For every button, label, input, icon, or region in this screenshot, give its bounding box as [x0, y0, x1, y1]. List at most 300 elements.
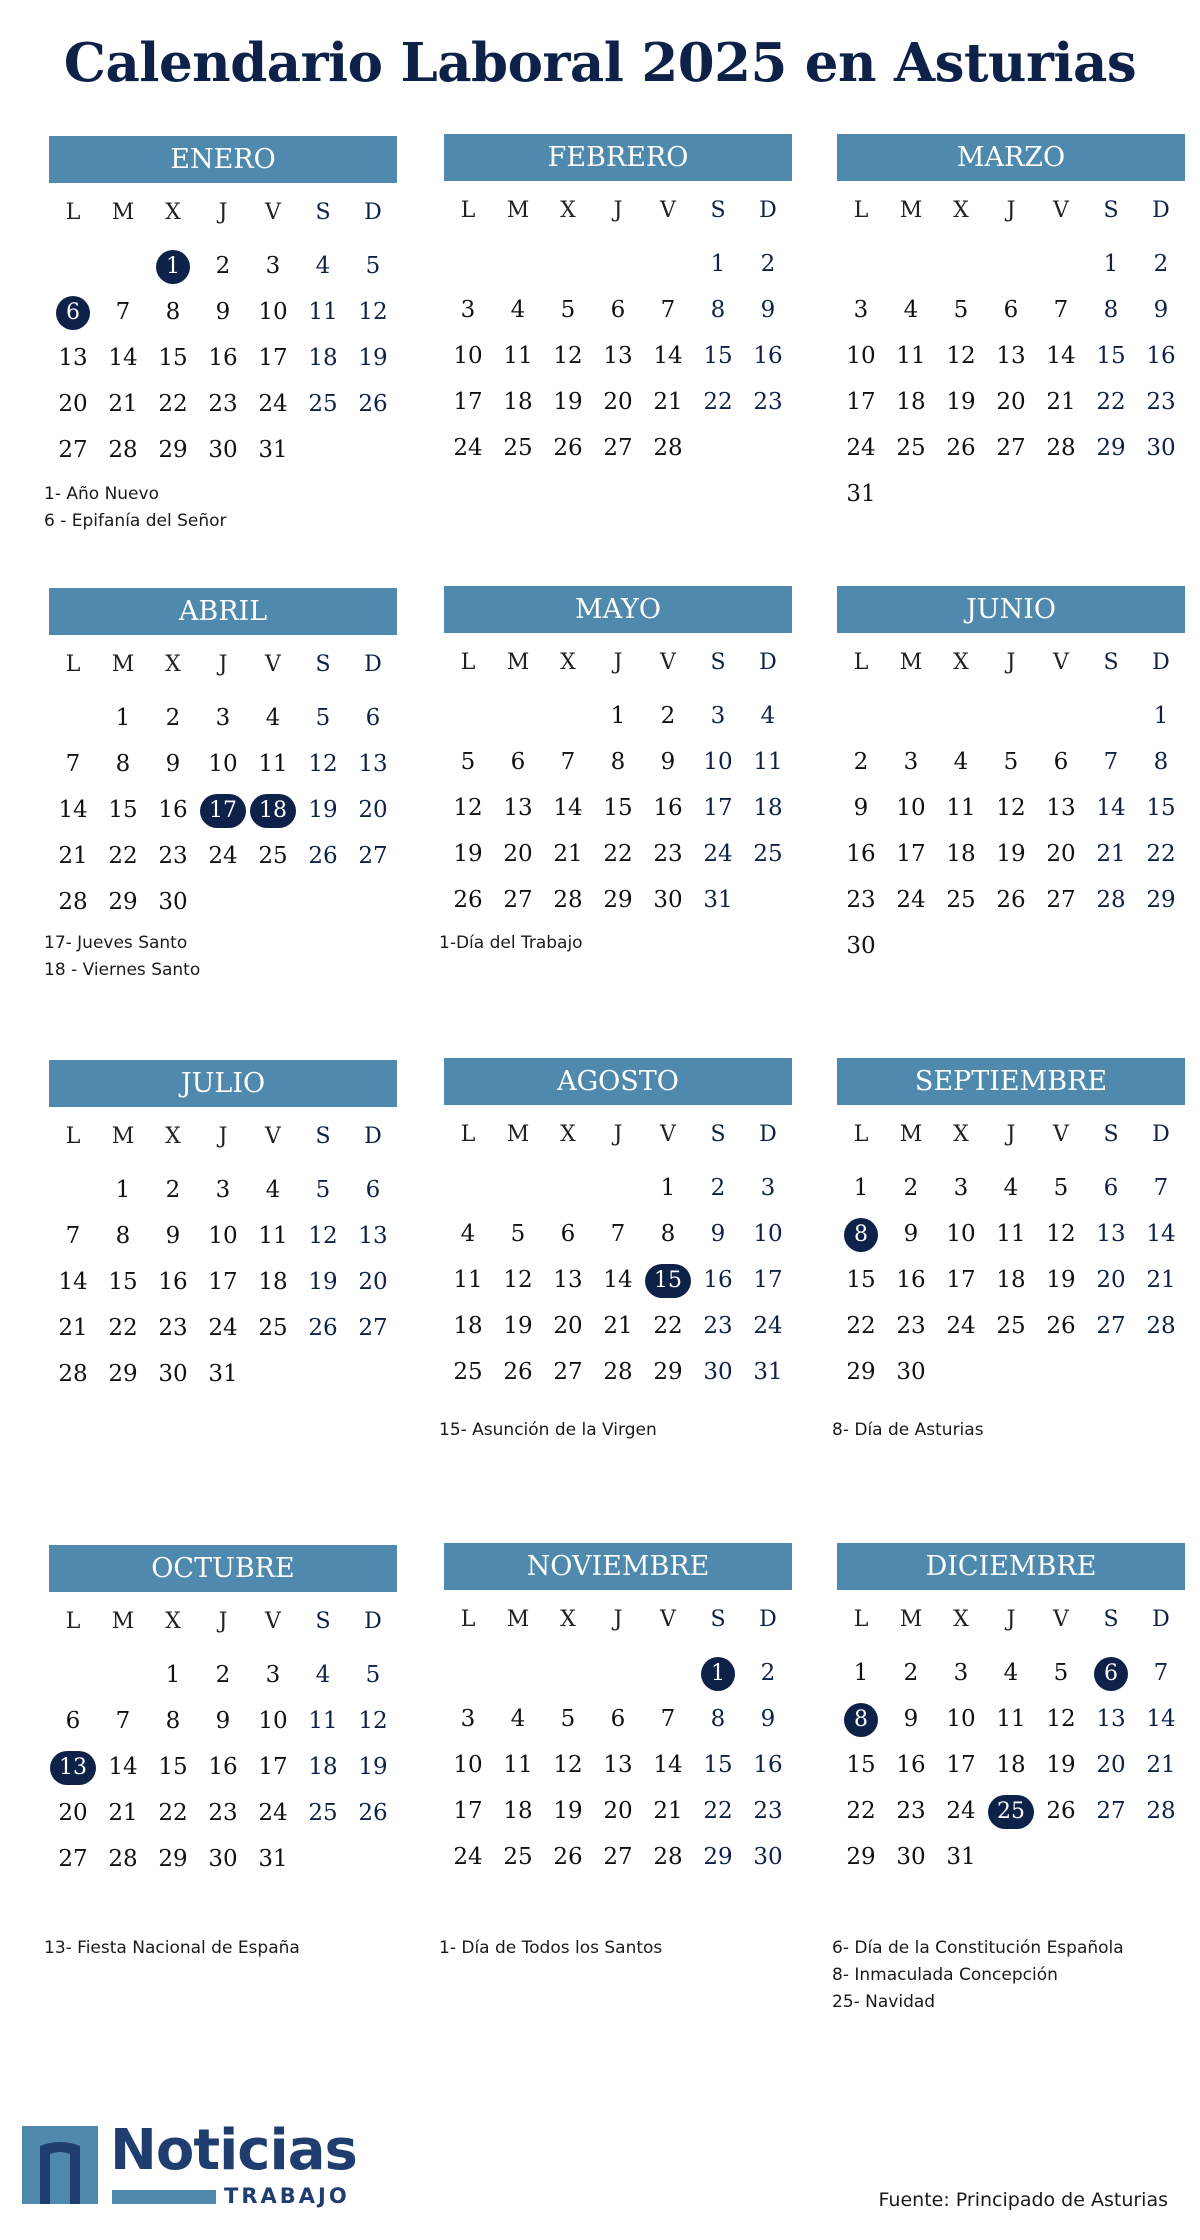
- empty-day: [348, 1836, 398, 1882]
- weekday-label: L: [460, 1122, 476, 1147]
- calendar-day: 21: [603, 1313, 633, 1339]
- calendar-day: 11: [453, 1267, 483, 1293]
- calendar-day: 19: [1046, 1752, 1076, 1778]
- calendar-day: 4: [1003, 1660, 1019, 1686]
- week-row: [836, 425, 1186, 471]
- calendar-day: 6: [1003, 297, 1019, 323]
- weekday-label: X: [953, 198, 969, 223]
- calendar-day: 28: [108, 1846, 138, 1872]
- calendar-day: 3: [460, 1706, 476, 1732]
- weekday-label: V: [265, 200, 281, 225]
- week-row: [836, 877, 1186, 923]
- month-header: AGOSTO: [444, 1058, 792, 1105]
- calendar-day: 21: [653, 1798, 683, 1824]
- calendar-day: 28: [1046, 435, 1076, 461]
- calendar-day: 9: [853, 795, 869, 821]
- weekday-label: V: [1053, 1122, 1069, 1147]
- weekday-label: L: [460, 1607, 476, 1632]
- calendar-day: 15: [158, 1754, 188, 1780]
- holiday-note: 1- Día de Todos los Santos: [439, 1938, 663, 1958]
- empty-day: [743, 425, 793, 471]
- holiday-notes: [832, 1417, 1192, 1444]
- empty-day: [493, 1650, 543, 1696]
- calendar-day: 10: [896, 795, 926, 821]
- calendar-day: 10: [846, 343, 876, 369]
- week-row: [48, 1351, 398, 1397]
- holiday-notes: [439, 1935, 799, 1962]
- calendar-day: 9: [903, 1706, 919, 1732]
- holiday-note: 6 - Epifanía del Señor: [44, 511, 227, 531]
- week-row: [836, 379, 1186, 425]
- calendar-day: 30: [653, 887, 683, 913]
- month-header: FEBRERO: [444, 134, 792, 181]
- calendar-day: 24: [846, 435, 876, 461]
- holiday-day: 17: [198, 787, 248, 833]
- empty-day: [936, 923, 986, 969]
- holiday-note: 17- Jueves Santo: [44, 933, 188, 953]
- calendar-day: 16: [158, 1269, 188, 1295]
- calendar-day: 13: [358, 1223, 388, 1249]
- empty-day: [98, 1652, 148, 1698]
- calendar-day: 7: [560, 749, 576, 775]
- calendar-day: 19: [358, 345, 388, 371]
- calendar-day: 2: [165, 705, 181, 731]
- week-row: [443, 379, 793, 425]
- calendar-day: 20: [1096, 1752, 1126, 1778]
- calendar-day: 1: [1103, 251, 1119, 277]
- calendar-day: 10: [208, 751, 238, 777]
- weekday-label: X: [560, 1607, 576, 1632]
- week-row: [836, 1211, 1186, 1257]
- weekday-row: [443, 1115, 793, 1155]
- weekday-row: [836, 643, 1186, 683]
- empty-day: [986, 693, 1036, 739]
- weekday-label: J: [613, 650, 623, 675]
- days-grid: [836, 241, 1186, 517]
- empty-day: [1086, 693, 1136, 739]
- weekday-label: M: [506, 1122, 530, 1147]
- week-row: [48, 1652, 398, 1698]
- week-row: [443, 1788, 793, 1834]
- weekday-label: M: [506, 1607, 530, 1632]
- calendar-day: 6: [365, 705, 381, 731]
- empty-day: [936, 241, 986, 287]
- week-row: [836, 287, 1186, 333]
- calendar-day: 27: [1096, 1798, 1126, 1824]
- weekday-label: J: [218, 1609, 228, 1634]
- calendar-day: 22: [1096, 389, 1126, 415]
- calendar-day: 9: [760, 1706, 776, 1732]
- calendar-day: 28: [108, 437, 138, 463]
- calendar-day: 30: [703, 1359, 733, 1385]
- week-row: [443, 1257, 793, 1303]
- calendar-day: 9: [660, 749, 676, 775]
- calendar-day: 9: [710, 1221, 726, 1247]
- weekday-label: M: [506, 650, 530, 675]
- month-octubre: [48, 1545, 398, 1882]
- calendar-day: 29: [653, 1359, 683, 1385]
- calendar-day: 27: [58, 437, 88, 463]
- weekday-label: S: [315, 200, 331, 225]
- week-row: [443, 1834, 793, 1880]
- week-row: [836, 1834, 1186, 1880]
- calendar-day: 27: [58, 1846, 88, 1872]
- calendar-day: 21: [1146, 1267, 1176, 1293]
- empty-day: [1086, 1834, 1136, 1880]
- calendar-day: 13: [358, 751, 388, 777]
- calendar-day: 30: [846, 933, 876, 959]
- calendar-day: 23: [846, 887, 876, 913]
- source-note: Fuente: Principado de Asturias: [878, 2189, 1168, 2211]
- calendar-day: 7: [610, 1221, 626, 1247]
- calendar-day: 26: [553, 435, 583, 461]
- calendar-day: 19: [358, 1754, 388, 1780]
- calendar-day: 10: [453, 343, 483, 369]
- calendar-day: 11: [996, 1221, 1026, 1247]
- weekday-label: V: [660, 650, 676, 675]
- empty-day: [1036, 241, 1086, 287]
- calendar-day: 15: [1096, 343, 1126, 369]
- week-row: [443, 287, 793, 333]
- calendar-day: 2: [1153, 251, 1169, 277]
- holiday-note: 1-Día del Trabajo: [439, 933, 583, 953]
- calendar-day: 8: [115, 751, 131, 777]
- empty-day: [986, 471, 1036, 517]
- calendar-day: 7: [1053, 297, 1069, 323]
- calendar-day: 5: [365, 253, 381, 279]
- calendar-day: 1: [710, 251, 726, 277]
- week-row: [443, 1211, 793, 1257]
- calendar-day: 20: [58, 391, 88, 417]
- calendar-day: 2: [853, 749, 869, 775]
- weekday-label: V: [265, 1124, 281, 1149]
- holiday-note: 1- Año Nuevo: [44, 484, 159, 504]
- calendar-day: 17: [946, 1267, 976, 1293]
- empty-day: [643, 241, 693, 287]
- calendar-day: 27: [603, 1844, 633, 1870]
- calendar-day: 31: [753, 1359, 783, 1385]
- calendar-day: 21: [653, 389, 683, 415]
- weekday-label: M: [899, 1607, 923, 1632]
- calendar-day: 2: [215, 1662, 231, 1688]
- calendar-day: 3: [903, 749, 919, 775]
- calendar-day: 20: [996, 389, 1026, 415]
- weekday-label: X: [953, 650, 969, 675]
- holiday-notes: [44, 930, 404, 984]
- calendar-day: 27: [358, 1315, 388, 1341]
- weekday-label: L: [65, 1124, 81, 1149]
- calendar-day: 16: [753, 343, 783, 369]
- weekday-label: S: [315, 1609, 331, 1634]
- calendar-day: 6: [1053, 749, 1069, 775]
- calendar-day: 14: [603, 1267, 633, 1293]
- week-row: [443, 1650, 793, 1696]
- calendar-day: 11: [308, 299, 338, 325]
- calendar-day: 7: [660, 297, 676, 323]
- calendar-day: 11: [258, 751, 288, 777]
- calendar-day: 8: [1153, 749, 1169, 775]
- calendar-day: 13: [503, 795, 533, 821]
- week-row: [48, 1259, 398, 1305]
- empty-day: [298, 1351, 348, 1397]
- calendar-day: 12: [308, 1223, 338, 1249]
- holiday-notes: [44, 1935, 404, 1962]
- holiday-day: 25: [986, 1788, 1036, 1834]
- month-diciembre: [836, 1543, 1186, 1880]
- calendar-day: 7: [1103, 749, 1119, 775]
- calendar-day: 7: [115, 1708, 131, 1734]
- calendar-day: 25: [946, 887, 976, 913]
- calendar-day: 26: [1046, 1313, 1076, 1339]
- weekday-label: D: [759, 198, 777, 223]
- calendar-day: 29: [1096, 435, 1126, 461]
- calendar-day: 16: [1146, 343, 1176, 369]
- calendar-day: 7: [65, 751, 81, 777]
- calendar-day: 10: [753, 1221, 783, 1247]
- calendar-day: 26: [946, 435, 976, 461]
- month-header: OCTUBRE: [49, 1545, 397, 1592]
- weekday-label: S: [1103, 1122, 1119, 1147]
- calendar-day: 18: [946, 841, 976, 867]
- calendar-day: 7: [1153, 1660, 1169, 1686]
- week-row: [836, 333, 1186, 379]
- calendar-day: 29: [603, 887, 633, 913]
- weekday-row: [443, 1600, 793, 1640]
- empty-day: [543, 1650, 593, 1696]
- calendar-day: 30: [1146, 435, 1176, 461]
- calendar-day: 18: [308, 1754, 338, 1780]
- empty-day: [493, 693, 543, 739]
- calendar-day: 19: [1046, 1267, 1076, 1293]
- week-row: [836, 1165, 1186, 1211]
- calendar-day: 14: [58, 1269, 88, 1295]
- month-mayo: [443, 586, 793, 923]
- calendar-day: 21: [58, 843, 88, 869]
- calendar-day: 1: [1153, 703, 1169, 729]
- calendar-day: 23: [653, 841, 683, 867]
- week-row: [836, 1650, 1186, 1696]
- calendar-day: 2: [760, 251, 776, 277]
- calendar-day: 9: [215, 1708, 231, 1734]
- weekday-label: L: [65, 652, 81, 677]
- calendar-day: 18: [453, 1313, 483, 1339]
- week-row: [836, 693, 1186, 739]
- weekday-label: M: [111, 1124, 135, 1149]
- days-grid: [48, 1652, 398, 1882]
- calendar-day: 22: [108, 843, 138, 869]
- month-abril: [48, 588, 398, 925]
- holiday-day: 15: [643, 1257, 693, 1303]
- weekday-label: V: [1053, 650, 1069, 675]
- calendar-day: 12: [453, 795, 483, 821]
- days-grid: [443, 1165, 793, 1395]
- empty-day: [298, 1836, 348, 1882]
- calendar-day: 15: [1146, 795, 1176, 821]
- empty-day: [1136, 1834, 1186, 1880]
- empty-day: [936, 471, 986, 517]
- calendar-day: 9: [215, 299, 231, 325]
- holiday-day: 1: [693, 1650, 743, 1696]
- calendar-day: 29: [158, 1846, 188, 1872]
- month-header: ENERO: [49, 136, 397, 183]
- calendar-day: 26: [453, 887, 483, 913]
- holiday-notes: [44, 481, 404, 535]
- calendar-day: 16: [208, 1754, 238, 1780]
- calendar-day: 22: [158, 1800, 188, 1826]
- calendar-day: 13: [1096, 1706, 1126, 1732]
- calendar-day: 14: [108, 345, 138, 371]
- calendar-day: 22: [846, 1313, 876, 1339]
- calendar-day: 21: [108, 1800, 138, 1826]
- logo: [22, 2118, 357, 2210]
- weekday-label: S: [315, 1124, 331, 1149]
- calendar-day: 16: [653, 795, 683, 821]
- week-row: [48, 1213, 398, 1259]
- holiday-note: 18 - Viernes Santo: [44, 960, 201, 980]
- calendar-day: 20: [358, 1269, 388, 1295]
- calendar-day: 27: [358, 843, 388, 869]
- calendar-day: 21: [553, 841, 583, 867]
- weekday-row: [443, 643, 793, 683]
- calendar-day: 10: [703, 749, 733, 775]
- month-header: NOVIEMBRE: [444, 1543, 792, 1590]
- empty-day: [593, 241, 643, 287]
- calendar-day: 17: [753, 1267, 783, 1293]
- calendar-day: 30: [208, 437, 238, 463]
- weekday-label: L: [853, 1122, 869, 1147]
- calendar-day: 2: [165, 1177, 181, 1203]
- calendar-day: 2: [710, 1175, 726, 1201]
- month-header: JUNIO: [837, 586, 1185, 633]
- logo-subtitle: TRABAJO: [224, 2184, 350, 2208]
- calendar-day: 21: [1046, 389, 1076, 415]
- calendar-day: 27: [1046, 887, 1076, 913]
- weekday-label: M: [899, 650, 923, 675]
- calendar-day: 29: [1146, 887, 1176, 913]
- empty-day: [543, 693, 593, 739]
- calendar-day: 5: [315, 1177, 331, 1203]
- calendar-day: 20: [1096, 1267, 1126, 1293]
- weekday-label: V: [1053, 198, 1069, 223]
- week-row: [48, 695, 398, 741]
- calendar-day: 8: [610, 749, 626, 775]
- holiday-note: 15- Asunción de la Virgen: [439, 1420, 657, 1440]
- week-row: [48, 1305, 398, 1351]
- calendar-day: 19: [996, 841, 1026, 867]
- calendar-day: 23: [208, 1800, 238, 1826]
- calendar-day: 23: [753, 389, 783, 415]
- calendar-day: 26: [1046, 1798, 1076, 1824]
- calendar-day: 1: [115, 705, 131, 731]
- week-row: [48, 381, 398, 427]
- calendar-day: 18: [503, 1798, 533, 1824]
- calendar-day: 1: [660, 1175, 676, 1201]
- empty-day: [886, 471, 936, 517]
- empty-day: [1136, 471, 1186, 517]
- days-grid: [443, 241, 793, 471]
- calendar-day: 31: [846, 481, 876, 507]
- calendar-day: 28: [1146, 1313, 1176, 1339]
- month-agosto: [443, 1058, 793, 1395]
- weekday-row: [48, 193, 398, 233]
- calendar-day: 25: [453, 1359, 483, 1385]
- calendar-day: 23: [1146, 389, 1176, 415]
- empty-day: [986, 1349, 1036, 1395]
- calendar-day: 24: [896, 887, 926, 913]
- calendar-day: 12: [1046, 1221, 1076, 1247]
- week-row: [48, 1790, 398, 1836]
- calendar-day: 29: [108, 1361, 138, 1387]
- month-header: MAYO: [444, 586, 792, 633]
- week-row: [48, 741, 398, 787]
- week-row: [443, 785, 793, 831]
- calendar-day: 16: [896, 1267, 926, 1293]
- weekday-label: M: [111, 200, 135, 225]
- calendar-day: 1: [853, 1175, 869, 1201]
- holiday-notes: [439, 1417, 799, 1444]
- calendar-day: 10: [946, 1221, 976, 1247]
- month-header: MARZO: [837, 134, 1185, 181]
- calendar-day: 26: [308, 843, 338, 869]
- calendar-day: 14: [653, 1752, 683, 1778]
- month-header: DICIEMBRE: [837, 1543, 1185, 1590]
- calendar-day: 5: [1053, 1660, 1069, 1686]
- calendar-day: 27: [996, 435, 1026, 461]
- week-row: [48, 1698, 398, 1744]
- weekday-label: X: [165, 1609, 181, 1634]
- calendar-day: 16: [846, 841, 876, 867]
- calendar-day: 19: [553, 1798, 583, 1824]
- week-row: [48, 1836, 398, 1882]
- calendar-day: 8: [710, 1706, 726, 1732]
- calendar-day: 10: [453, 1752, 483, 1778]
- calendar-day: 15: [846, 1267, 876, 1293]
- calendar-day: 20: [358, 797, 388, 823]
- calendar-day: 23: [753, 1798, 783, 1824]
- calendar-day: 5: [560, 297, 576, 323]
- calendar-day: 14: [553, 795, 583, 821]
- calendar-day: 20: [603, 1798, 633, 1824]
- calendar-day: 2: [660, 703, 676, 729]
- calendar-day: 31: [703, 887, 733, 913]
- calendar-day: 30: [158, 1361, 188, 1387]
- empty-day: [593, 1165, 643, 1211]
- weekday-label: D: [364, 200, 382, 225]
- calendar-day: 4: [460, 1221, 476, 1247]
- calendar-day: 6: [65, 1708, 81, 1734]
- holiday-note: 13- Fiesta Nacional de España: [44, 1938, 300, 1958]
- week-row: [48, 243, 398, 289]
- calendar-day: 30: [753, 1844, 783, 1870]
- week-row: [443, 241, 793, 287]
- calendar-day: 21: [1146, 1752, 1176, 1778]
- week-row: [443, 1303, 793, 1349]
- weekday-label: L: [853, 1607, 869, 1632]
- empty-day: [443, 241, 493, 287]
- calendar-day: 20: [58, 1800, 88, 1826]
- calendar-day: 8: [660, 1221, 676, 1247]
- empty-day: [986, 241, 1036, 287]
- calendar-day: 25: [503, 1844, 533, 1870]
- calendar-day: 30: [896, 1844, 926, 1870]
- empty-day: [643, 1650, 693, 1696]
- calendar-day: 23: [703, 1313, 733, 1339]
- empty-day: [886, 923, 936, 969]
- weekday-label: D: [1152, 198, 1170, 223]
- week-row: [48, 879, 398, 925]
- calendar-day: 20: [503, 841, 533, 867]
- calendar-day: 26: [358, 391, 388, 417]
